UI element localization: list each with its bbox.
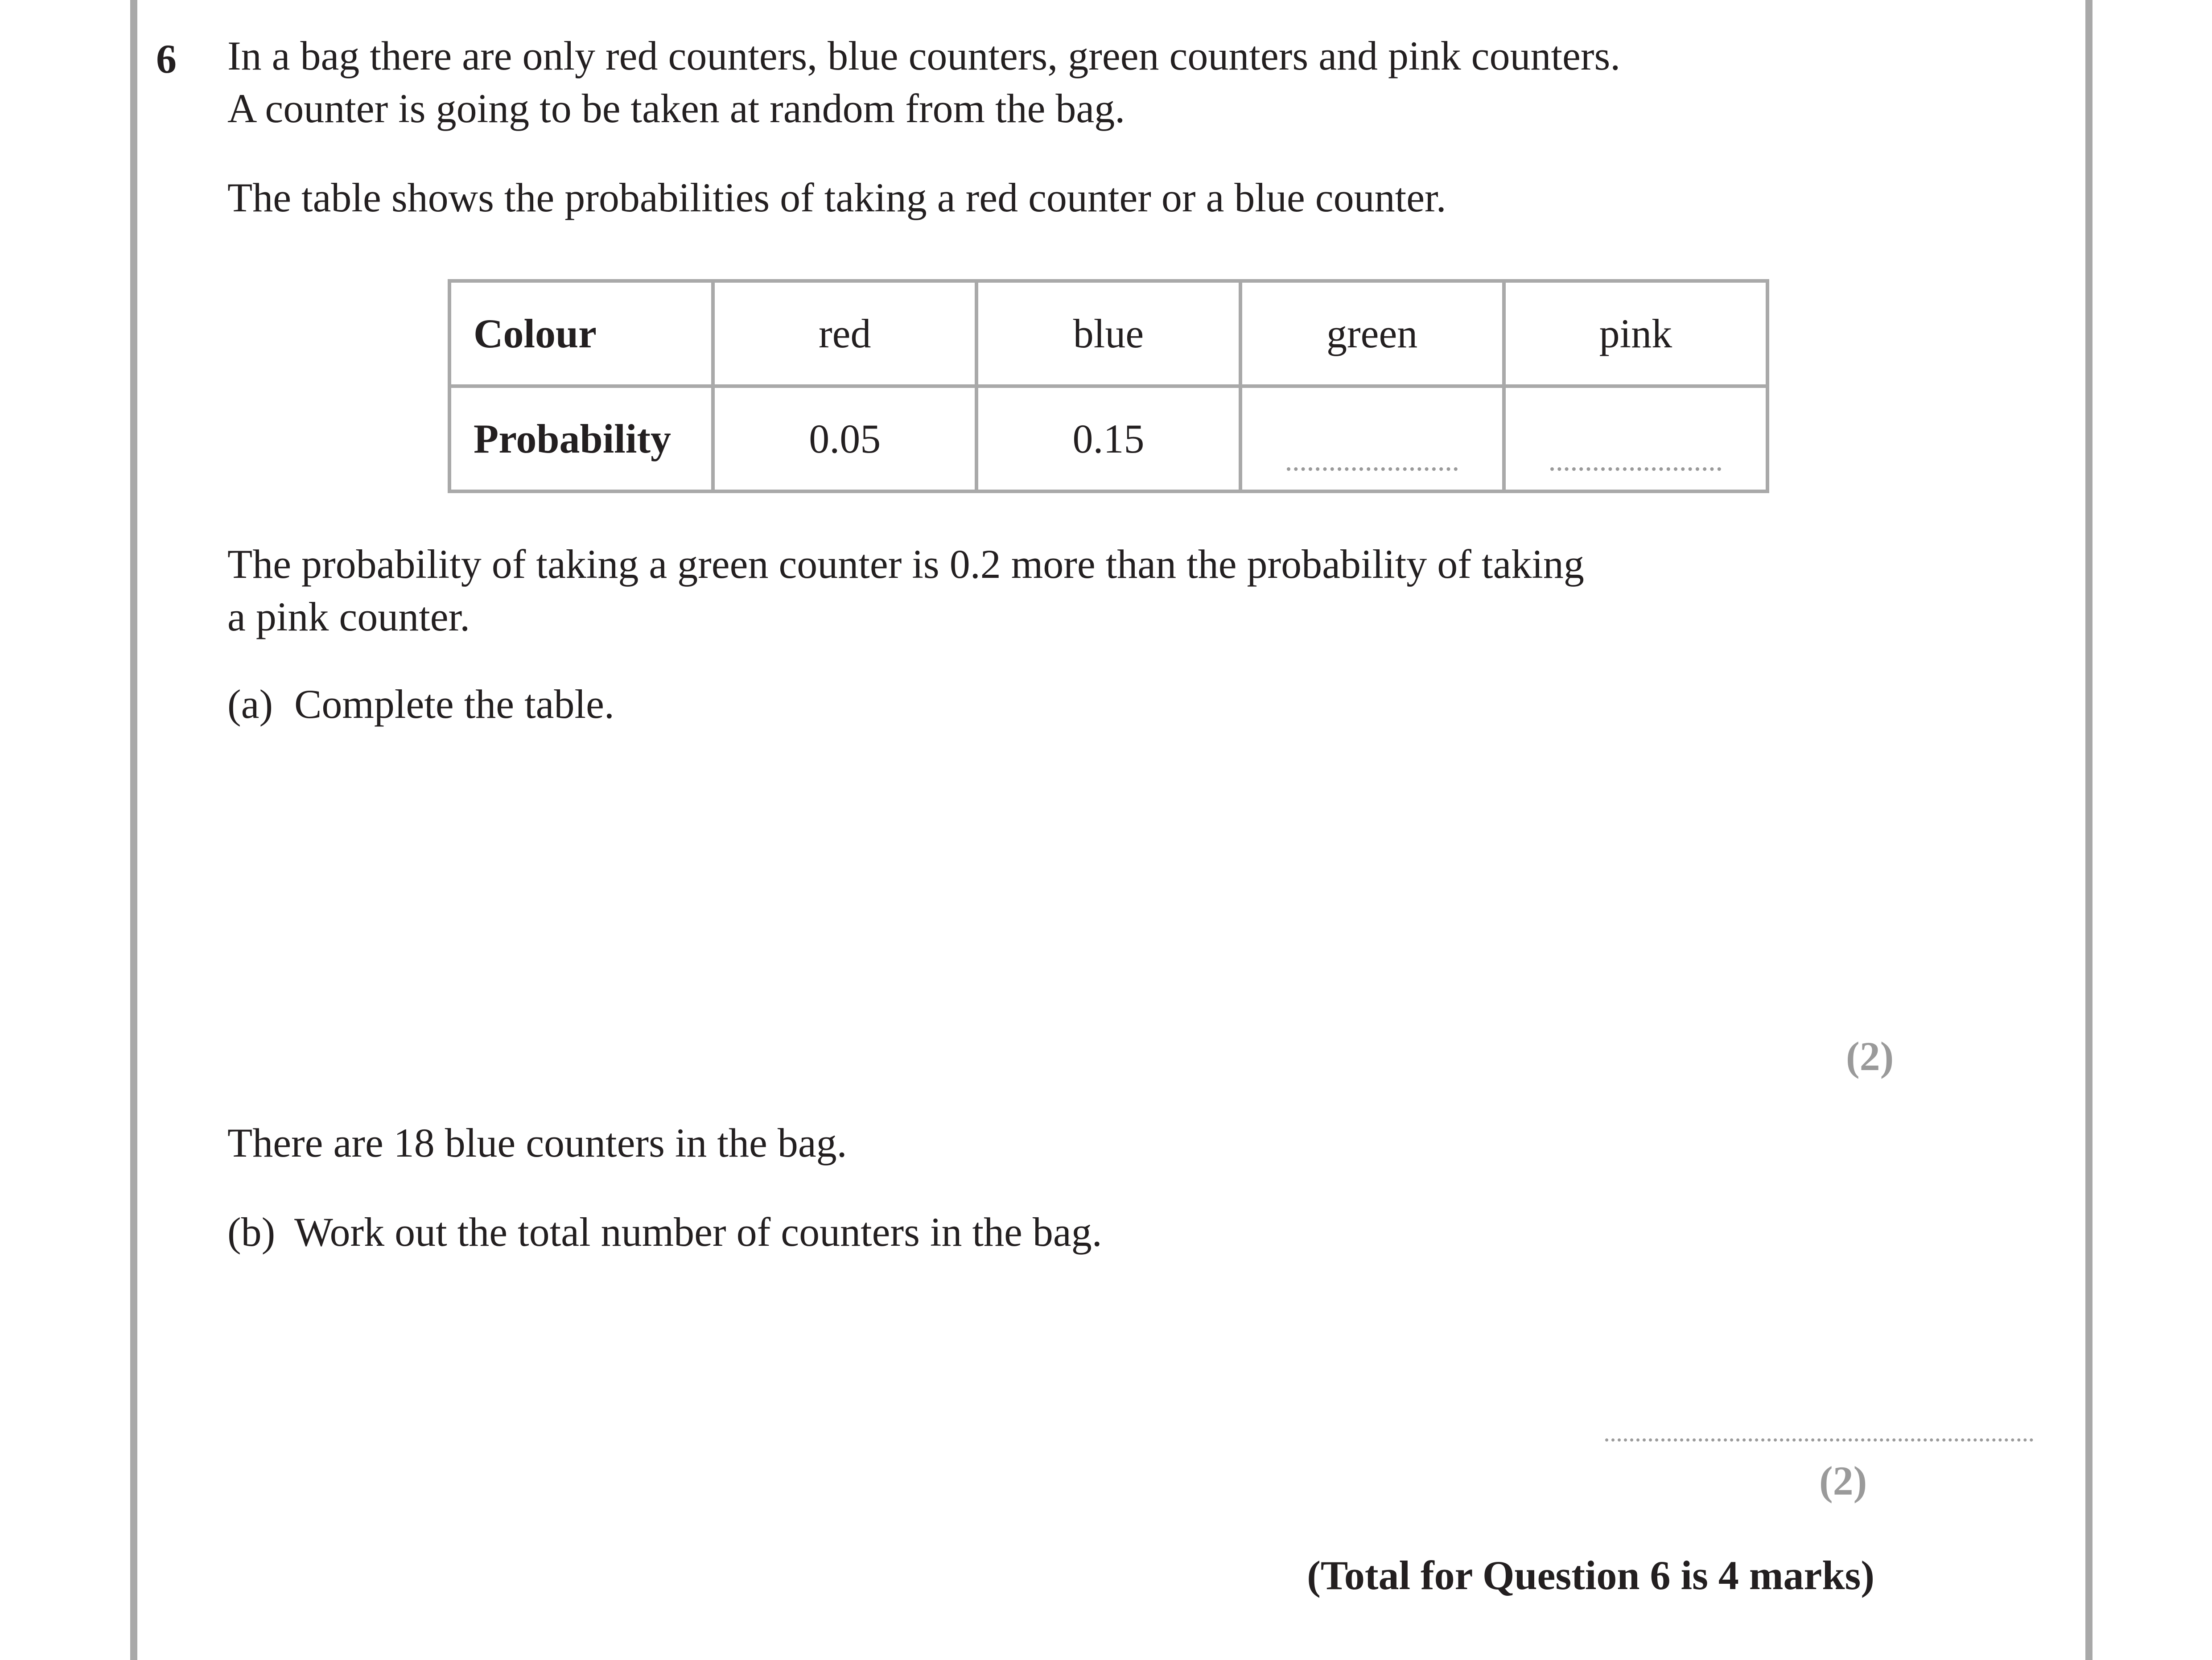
probability-row [449, 386, 1767, 491]
probability-header: Probability [449, 386, 713, 491]
part-b [227, 1206, 1102, 1258]
left-margin-line [130, 0, 137, 1660]
colour-cell-red: red [713, 281, 976, 386]
answer-dots-green [1287, 467, 1458, 471]
part-a-instruction: Complete the table. [294, 681, 614, 727]
colour-cell-green: green [1240, 281, 1504, 386]
colour-row [449, 281, 1767, 386]
probability-cell-red: 0.05 [713, 386, 976, 491]
colour-cell-pink: pink [1504, 281, 1767, 386]
part-a-marks: (2) [1846, 1034, 1894, 1079]
answer-dots-pink [1550, 467, 1721, 471]
part-a [227, 678, 614, 730]
colour-header: Colour [449, 281, 713, 386]
probability-table [448, 279, 1769, 493]
probability-cell-pink[interactable] [1504, 386, 1767, 491]
question-total: (Total for Question 6 is 4 marks) [1307, 1553, 1874, 1598]
question-intro-line-1: In a bag there are only red counters, blue counters, green counters and pink counters. [227, 33, 1621, 78]
green-pink-info-line-1: The probability of taking a green counter is 0.2 more than the probability of taking [227, 541, 1584, 587]
part-b-answer-line[interactable] [1605, 1438, 2033, 1442]
question-number: 6 [156, 36, 177, 82]
green-pink-info-line-2: a pink counter. [227, 594, 470, 639]
question-intro-line-2: A counter is going to be taken at random from the bag. [227, 86, 1125, 131]
part-b-marks: (2) [1819, 1458, 1867, 1503]
part-b-label: (b) [227, 1209, 276, 1255]
probability-cell-blue: 0.15 [976, 386, 1240, 491]
probability-cell-green[interactable] [1240, 386, 1504, 491]
blue-count-info: There are 18 blue counters in the bag. [227, 1120, 847, 1166]
right-margin-line [2085, 0, 2093, 1660]
colour-cell-blue: blue [976, 281, 1240, 386]
table-intro-text: The table shows the probabilities of taking a red counter or a blue counter. [227, 175, 1446, 220]
part-b-instruction: Work out the total number of counters in the bag. [294, 1209, 1102, 1255]
part-a-label: (a) [227, 681, 273, 727]
